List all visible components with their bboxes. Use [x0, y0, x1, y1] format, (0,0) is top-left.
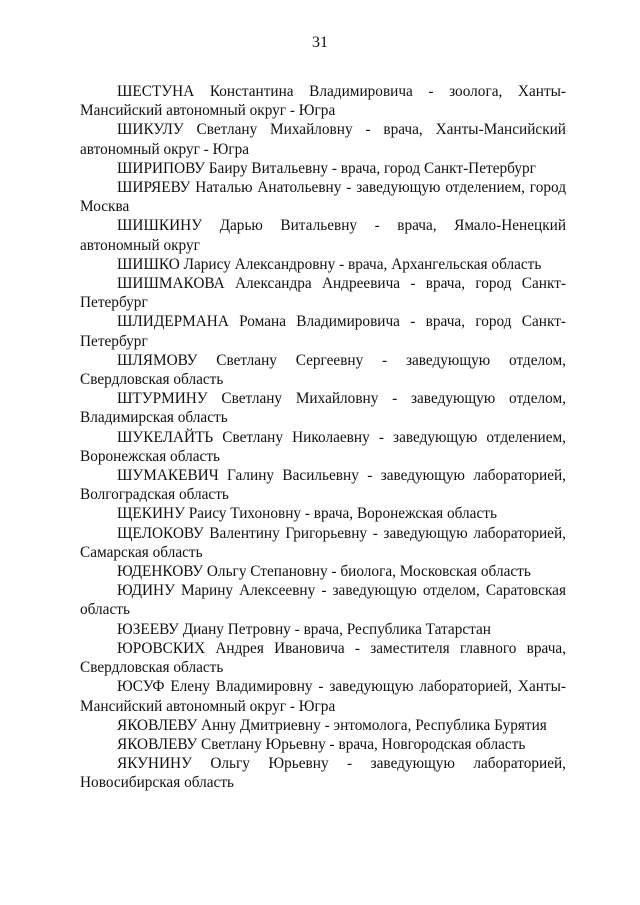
list-entry: ШЛЯМОВУ Светлану Сергеевну - заведующую отделом, Свердловская область	[80, 351, 566, 389]
list-entry: ЩЕЛОКОВУ Валентину Григорьевну - заведующую лабораторией, Самарская область	[80, 524, 566, 561]
list-entry: ШУКЕЛАЙТЬ Светлану Николаевну - заведующую отделением, Воронежская область	[80, 428, 566, 465]
list-entry: ШИРЯЕВУ Наталью Анатольевну - заведующую отделением, город Москва	[80, 179, 566, 216]
list-entry: ШИШКИНУ Дарью Витальевну - врача, Ямало-Ненецкий автономный округ	[80, 217, 566, 254]
list-entry: ШИШКО Ларису Александровну - врача, Архангельская область	[117, 255, 542, 273]
list-entry: ШЕСТУНА Константина Владимировича - зоолога, Ханты-Мансийский автономный округ - Югра	[80, 83, 566, 120]
list-entry: ШЛИДЕРМАНА Романа Владимировича - врача, город Санкт-Петербург	[80, 313, 566, 350]
list-entry: ЩЕКИНУ Раису Тихоновну - врача, Воронежская область	[117, 505, 497, 523]
list-entry: ЮДИНУ Марину Алексеевну - заведующую отделом, Саратовская область	[80, 582, 566, 619]
list-entry: ШУМАКЕВИЧ Галину Васильевну - заведующую лабораторией, Волгоградская область	[80, 467, 566, 504]
list-entry: ЯКОВЛЕВУ Светлану Юрьевну - врача, Новгородская область	[117, 735, 526, 753]
award-list	[80, 82, 566, 793]
list-entry: ШИКУЛУ Светлану Михайловну - врача, Ханты-Мансийский автономный округ - Югра	[80, 121, 566, 158]
page-number: 31	[312, 34, 328, 51]
list-entry: ЯКОВЛЕВУ Анну Дмитриевну - энтомолога, Республика Бурятия	[117, 716, 547, 734]
list-entry: ШИРИПОВУ Баиру Витальевну - врача, город Санкт-Петербург	[117, 159, 536, 177]
list-entry: ЮДЕНКОВУ Ольгу Степановну - биолога, Московская область	[117, 563, 531, 581]
list-entry: ЮРОВСКИХ Андрея Ивановича - заместителя главного врача, Свердловская область	[80, 639, 566, 677]
list-entry: ШИШМАКОВА Александра Андреевича - врача, город Санкт-Петербург	[80, 275, 566, 312]
list-entry: ШТУРМИНУ Светлану Михайловну - заведующую отделом, Владимирская область	[80, 390, 566, 427]
list-entry: ЮСУФ Елену Владимировну - заведующую лабораторией, Ханты-Мансийский автономный округ - Югра	[80, 678, 566, 715]
list-entry: ЯКУНИНУ Ольгу Юрьевну - заведующую лабораторией, Новосибирская область	[80, 755, 566, 792]
list-entry: ЮЗЕЕВУ Диану Петровну - врача, Республика Татарстан	[117, 620, 491, 638]
